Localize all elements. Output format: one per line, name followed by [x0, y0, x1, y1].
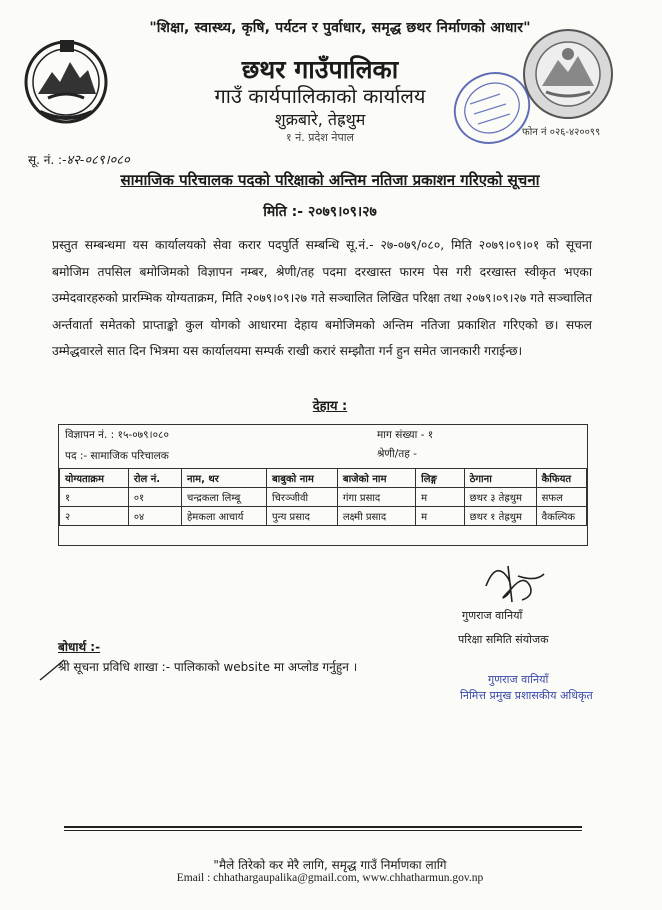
col-remarks: कैफियत [536, 469, 586, 488]
phone-number: फोन नं ०२६-४२००९९ [522, 127, 601, 138]
cell-roll: ०४ [128, 507, 181, 526]
cell-father: चिरञ्जीवी [266, 488, 337, 507]
cell-grandfather: गंगा प्रसाद [337, 488, 415, 507]
admin-stamp-name: गुणराज वानियाँ [488, 673, 549, 686]
notice-body: प्रस्तुत सम्बन्धमा यस कार्यालयको सेवा करार पदपुर्ति सम्बन्धि सू.नं.- २७-०७९/०८०, मिति २०७९।०९।०१ को सूचना बमोजिम तपसिल बमोजिमको विज्ञापन नम्बर, श्रेणी/तह पदमा दरखास्त फारम पेस गरी दरखास्त स्वीकृत भएका उम्मेदवारहरुको प्रारम्भिक योग्यताक्रम, मिति २०७९।०९।२७ गते सञ्चालित लिखित परिक्षा तथा २०७९।०९।२७ गते सञ्चालित अर्न्तवार्ता समेतको प्राप्ताङ्को कुल योगको आधारमा देहाय बमोजिमको अन्तिम नतिजा प्रकाशित गरिएको छ। सफल उम्मेद्धवारले सात दिन भित्रमा यस कार्यालयमा सम्पर्क राखी करारं सम्झौता गर्न हुन समेत जानकारी गराईन्छ। [52, 238, 593, 358]
demand-count: माग संख्या - १ [377, 429, 434, 441]
cell-rank: २ [60, 507, 129, 526]
footer-contact: Email : chhathargaupalika@gmail.com, www.chhatharmun.gov.np [176, 872, 484, 884]
cell-gender: म [416, 507, 464, 526]
signatory-title: परिक्षा समिति संयोजक [458, 633, 549, 646]
signature-scribble [478, 556, 550, 606]
annex-heading [280, 396, 380, 414]
letterhead-slogan: "शिक्षा, स्वास्थ्य, कृषि, पर्यटन र पुर्वाधार, समृद्ध छथर निर्माणको आधार" [149, 20, 531, 36]
nepal-emblem-logo [18, 32, 114, 128]
cell-remarks: वैकल्पिक [536, 507, 586, 526]
result-box [58, 424, 588, 546]
advert-number: विज्ञापन नं. : १५-०७९।०८० [65, 429, 169, 441]
col-name: नाम, थर [181, 469, 266, 488]
cell-address: छथर १ तेह्रथुम [464, 507, 536, 526]
table-header-row [60, 469, 587, 488]
cc-heading: बोधार्थ :- [58, 640, 101, 654]
reference-number [28, 150, 130, 168]
cell-father: पुन्य प्रसाद [266, 507, 337, 526]
signatory-name: गुणराज वानियाँ [462, 609, 523, 622]
footer-divider-thin [64, 830, 582, 831]
post-label: पद :- सामाजिक परिचालक [65, 450, 169, 462]
office-name: गाउँ कार्यपालिकाको कार्यालय [214, 84, 426, 108]
col-grandfather: बाजेको नाम [337, 469, 415, 488]
level-label: श्रेणी/तह - [377, 448, 417, 460]
col-address: ठेगाना [464, 469, 536, 488]
cell-roll: ०१ [128, 488, 181, 507]
col-rank: योग्यताक्रम [60, 469, 129, 488]
cell-name: हेमकला आचार्य [181, 507, 266, 526]
col-gender: लिङ्ग [416, 469, 464, 488]
notice-subject: सामाजिक परिचालक पदको परिक्षाको अन्तिम नतिजा प्रकाशन गरिएको सूचना [120, 171, 540, 189]
admin-stamp-title: निमित्त प्रमुख प्रशासकीय अधिकृत [460, 689, 593, 702]
annex-label: देहाय : [312, 399, 348, 414]
cell-grandfather: लक्ष्मी प्रसाद [337, 507, 415, 526]
cell-remarks: सफल [536, 488, 586, 507]
notice-date: मिति :- २०७९।०९।२७ [263, 204, 377, 220]
cell-rank: १ [60, 488, 129, 507]
municipality-name: छथर गाउँपालिका [241, 55, 399, 84]
reference-label: सू. नं. :- [28, 153, 67, 167]
result-table [59, 468, 587, 526]
table-row [60, 507, 587, 526]
col-father: बाबुको नाम [266, 469, 337, 488]
office-location: शुक्रबारे, तेह्रथुम [274, 110, 366, 129]
office-stamp [440, 64, 540, 154]
cc-recipient: श्री सूचना प्रविधि शाखा :- पालिकाको website मा अप्लोड गर्नुहुन । [58, 660, 358, 674]
table-row [60, 488, 587, 507]
cell-name: चन्द्रकला लिम्बू [181, 488, 266, 507]
cell-gender: म [416, 488, 464, 507]
footer-divider [64, 826, 582, 828]
col-roll: रोल नं. [128, 469, 181, 488]
reference-value: ४२-०८९।०८० [66, 153, 130, 168]
cell-address: छथर ३ तेह्रथुम [464, 488, 536, 507]
province-label: १ नं. प्रदेश नेपाल [285, 131, 355, 144]
footer-slogan: "मैले तिरेको कर मेरै लागि, समृद्ध गाउँ निर्माणका लागि [213, 858, 447, 872]
